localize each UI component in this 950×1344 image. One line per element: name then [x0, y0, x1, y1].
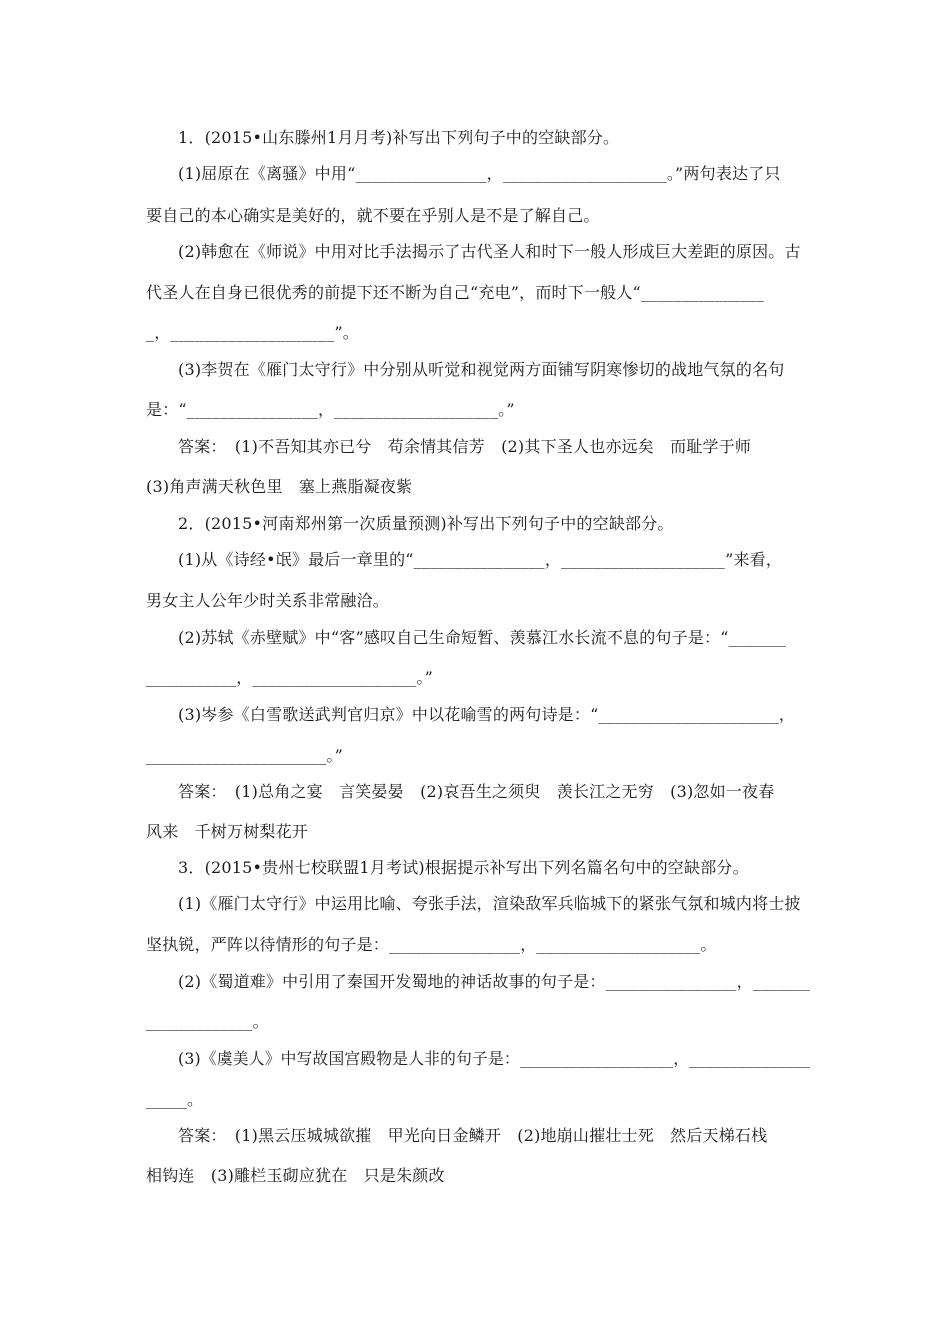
question-2-item-3-line-2: ______________________。” — [146, 746, 343, 765]
question-3-item-1-line-1: (1)《雁门太守行》中运用比喻、夸张手法，渲染敌军兵临城下的紧张气氛和城内将士披 — [178, 894, 801, 913]
question-1-item-2-line-3: _，____________________”。 — [146, 323, 359, 342]
question-1-title: 1．(2015•山东滕州1月月考)补写出下列句子中的空缺部分。 — [178, 128, 620, 147]
question-2-item-2-line-1: (2)苏轼《赤壁赋》中“客”感叹自己生命短暂、羡慕江水长流不息的句子是：“_______ — [178, 628, 787, 647]
question-1-item-1-line-2: 要自己的本心确实是美好的，就不要在乎别人是不是了解自己。 — [146, 206, 600, 225]
question-2-item-1-line-2: 男女主人公年少时关系非常融洽。 — [146, 591, 390, 610]
question-2-item-2-line-2: ___________，____________________。” — [146, 668, 433, 687]
question-2-answer-line-1: 答案： (1)总角之宴 言笑晏晏 (2)哀吾生之须臾 羡长江之无穷 (3)忽如一夜春 — [178, 782, 775, 801]
question-2-title: 2．(2015•河南郑州第一次质量预测)补写出下列句子中的空缺部分。 — [178, 514, 674, 533]
question-1-item-2-line-2: 代圣人在自身已很优秀的前提下还不断为自己“充电”，而时下一般人“_______________ — [146, 283, 764, 302]
question-1-item-1-line-1: (1)屈原在《离骚》中用“________________，____________________。”两句表达了只 — [178, 164, 781, 183]
question-3-item-3-line-2: _____。 — [146, 1090, 204, 1109]
question-3-item-2-line-1: (2)《蜀道难》中引用了秦国开发蜀地的神话故事的句子是：________________，_______ — [178, 972, 811, 991]
question-2-item-3-line-1: (3)岑参《白雪歌送武判官归京》中以花喻雪的两句诗是：“______________________， — [178, 705, 796, 724]
question-1-answer-line-1: 答案： (1)不吾知其亦已兮 苟余情其信芳 (2)其下圣人也亦远矣 而耻学于师 — [178, 437, 752, 456]
question-1-item-3-line-2: 是：“________________，____________________。” — [146, 400, 515, 419]
question-1-answer-line-2: (3)角声满天秋色里 塞上燕脂凝夜紫 — [146, 477, 413, 496]
question-3-item-2-line-2: _____________。 — [146, 1012, 269, 1031]
question-3-item-3-line-1: (3)《虞美人》中写故国宫殿物是人非的句子是：___________________，_______________ — [178, 1049, 811, 1068]
question-3-answer-line-2: 相钩连 (3)雕栏玉砌应犹在 只是朱颜改 — [146, 1166, 445, 1185]
question-2-item-1-line-1: (1)从《诗经•氓》最后一章里的“________________，____________________”来看， — [178, 550, 783, 569]
question-1-item-2-line-1: (2)韩愈在《师说》中用对比手法揭示了古代圣人和时下一般人形成巨大差距的原因。古 — [178, 242, 801, 261]
question-2-answer-line-2: 风来 千树万树梨花开 — [146, 822, 309, 841]
question-3-title: 3．(2015•贵州七校联盟1月考试)根据提示补写出下列名篇名句中的空缺部分。 — [178, 858, 749, 877]
question-1-item-3-line-1: (3)李贺在《雁门太守行》中分别从听觉和视觉两方面铺写阴寒惨切的战地气氛的名句 — [178, 360, 785, 379]
question-3-item-1-line-2: 坚执锐，严阵以待情形的句子是：________________，____________________。 — [146, 935, 717, 954]
question-3-answer-line-1: 答案： (1)黑云压城城欲摧 甲光向日金鳞开 (2)地崩山摧壮士死 然后天梯石栈 — [178, 1126, 768, 1145]
